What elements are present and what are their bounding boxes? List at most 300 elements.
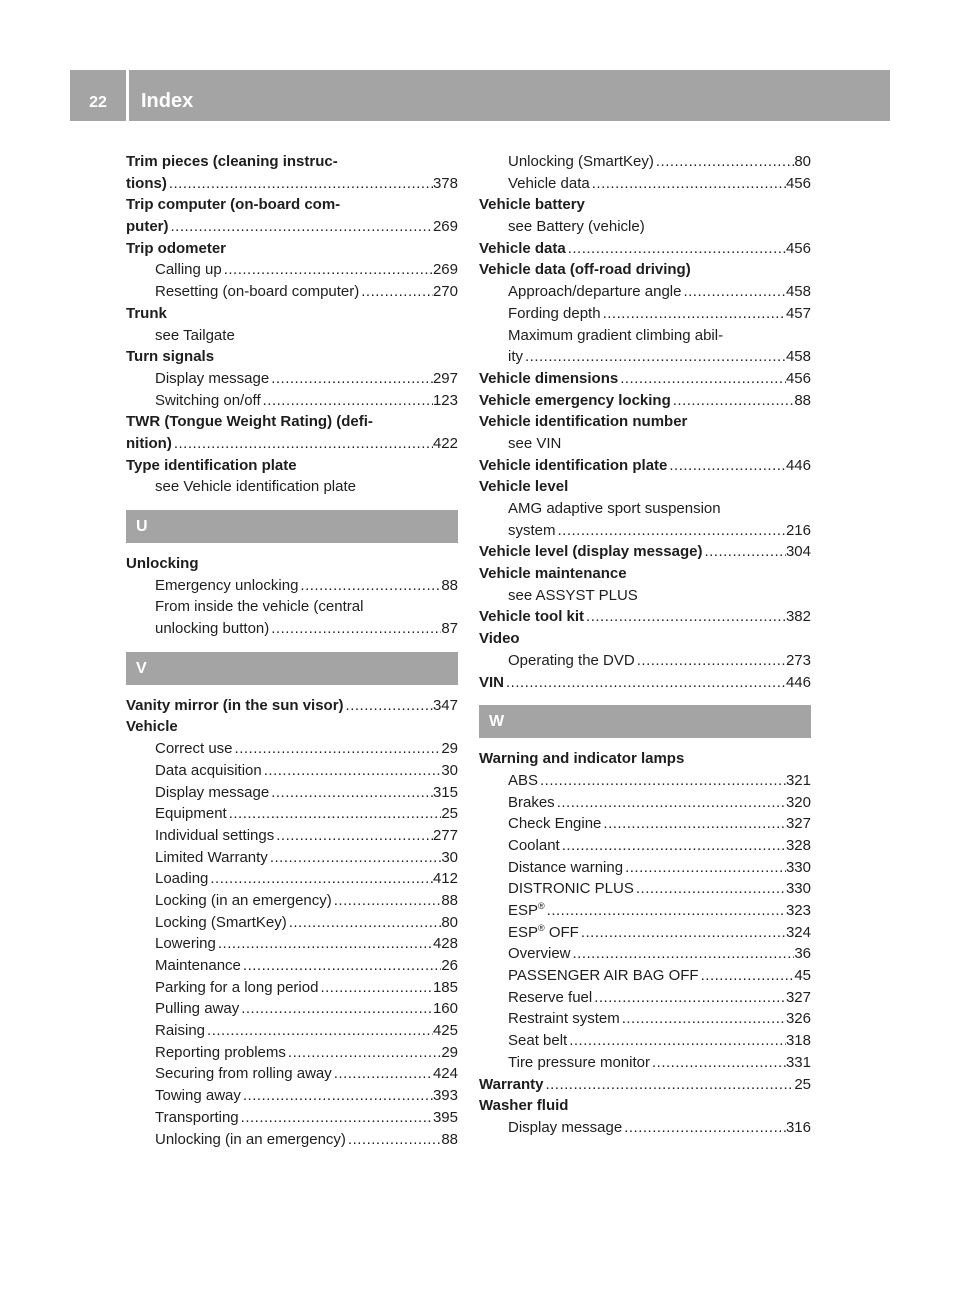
- index-subentry: [479, 792, 811, 814]
- index-subentry: [126, 890, 458, 912]
- page-reference: 216: [785, 521, 811, 539]
- index-entry: [479, 563, 811, 585]
- registered-mark: ®: [538, 922, 545, 933]
- dot-leader: [560, 835, 786, 857]
- entry-label: Trip odometer: [126, 239, 227, 257]
- index-entry: [126, 151, 458, 173]
- page-reference: 347: [432, 696, 458, 714]
- dot-leader: [169, 216, 433, 238]
- entry-label: Approach/departure angle: [508, 283, 682, 301]
- entry-label: Video: [479, 630, 520, 648]
- page-reference: 395: [432, 1108, 458, 1126]
- letter-heading-u: U: [126, 510, 458, 543]
- page-reference: 297: [432, 369, 458, 387]
- page-reference: 458: [785, 283, 811, 301]
- dot-leader: [671, 390, 795, 412]
- index-subentry: [479, 325, 811, 347]
- entry-label: VIN: [479, 673, 505, 691]
- entry-label: Vehicle: [126, 718, 178, 736]
- index-subentry: [126, 281, 458, 303]
- dot-leader: [241, 955, 441, 977]
- page-reference: 277: [432, 826, 458, 844]
- page-reference: 378: [432, 174, 458, 192]
- index-subentry: [479, 943, 811, 965]
- entry-label: Limited Warranty: [155, 848, 268, 866]
- entry-label: PASSENGER AIR BAG OFF: [508, 967, 699, 985]
- index-subentry: [479, 987, 811, 1009]
- page-reference: 269: [432, 261, 458, 279]
- index-column-left: [126, 151, 458, 1150]
- entry-label: Data acquisition: [155, 761, 262, 779]
- page-reference: 382: [785, 608, 811, 626]
- index-subentry: [479, 922, 811, 944]
- entry-label: unlocking button): [155, 620, 270, 638]
- entry-label: Towing away: [155, 1087, 241, 1105]
- index-subentry: [126, 847, 458, 869]
- page-reference: 446: [785, 456, 811, 474]
- dot-leader: [269, 782, 433, 804]
- page-reference: 25: [441, 805, 458, 823]
- page-reference: 304: [785, 543, 811, 561]
- index-subentry: [479, 520, 811, 542]
- index-subentry: [126, 1085, 458, 1107]
- index-entry: [126, 553, 458, 575]
- dot-leader: [332, 1063, 433, 1085]
- page-reference: 30: [441, 848, 458, 866]
- index-entry: [479, 748, 811, 770]
- page-reference: 316: [785, 1118, 811, 1136]
- entry-label: Coolant: [508, 836, 560, 854]
- entry-label: see Tailgate: [155, 326, 235, 344]
- page-reference: 424: [432, 1065, 458, 1083]
- entry-label: ity: [508, 348, 523, 366]
- entry-label: Maximum gradient climbing abil-: [508, 326, 724, 344]
- index-subentry: [126, 738, 458, 760]
- dot-leader: [298, 575, 441, 597]
- entry-label: Vehicle identification plate: [479, 456, 668, 474]
- page-number: 22: [89, 94, 107, 111]
- header-divider: [126, 70, 129, 121]
- entry-label: see Battery (vehicle): [508, 218, 645, 236]
- index-subentry: [479, 650, 811, 672]
- index-subentry: [479, 303, 811, 325]
- dot-leader: [222, 259, 433, 281]
- letter-heading-v: V: [126, 652, 458, 685]
- entry-label: nition): [126, 434, 172, 452]
- entry-label: Pulling away: [155, 1000, 240, 1018]
- index-entry: [479, 390, 811, 412]
- index-subentry: [479, 281, 811, 303]
- entry-label: see VIN: [508, 434, 562, 452]
- dot-leader: [269, 618, 441, 640]
- page-reference: 45: [794, 967, 811, 985]
- entry-label: Warning and indicator lamps: [479, 750, 685, 768]
- entry-label: Vehicle level: [479, 478, 569, 496]
- entry-label: Individual settings: [155, 826, 275, 844]
- index-subentry: [479, 173, 811, 195]
- dot-leader: [635, 650, 786, 672]
- entry-label: Check Engine: [508, 815, 602, 833]
- index-entry: [126, 411, 458, 433]
- dot-leader: [332, 890, 442, 912]
- entry-label: Resetting (on-board computer): [155, 283, 360, 301]
- entry-label: Vehicle emergency locking: [479, 391, 671, 409]
- index-entry: [479, 541, 811, 563]
- entry-label: Vehicle level (display message): [479, 543, 703, 561]
- index-group: [126, 553, 458, 640]
- index-subentry: [479, 1052, 811, 1074]
- index-entry: [126, 455, 458, 477]
- index-subentry: [479, 433, 811, 455]
- index-entry: [126, 346, 458, 368]
- page-reference: 36: [794, 945, 811, 963]
- dot-leader: [274, 825, 433, 847]
- index-entry: [479, 672, 811, 694]
- entry-label: Vehicle battery: [479, 196, 585, 214]
- entry-label: Securing from rolling away: [155, 1065, 332, 1083]
- index-entry: [126, 695, 458, 717]
- dot-leader: [241, 1085, 433, 1107]
- entry-label: Parking for a long period: [155, 978, 319, 996]
- dot-leader: [667, 455, 786, 477]
- dot-leader: [571, 943, 795, 965]
- dot-leader: [592, 987, 786, 1009]
- dot-leader: [208, 868, 433, 890]
- index-subentry: [126, 760, 458, 782]
- page-reference: 320: [785, 793, 811, 811]
- dot-leader: [650, 1052, 786, 1074]
- index-group: [479, 748, 811, 1138]
- page-reference: 88: [441, 576, 458, 594]
- index-subentry: [126, 596, 458, 618]
- index-entry: [126, 238, 458, 260]
- page-reference: 425: [432, 1022, 458, 1040]
- index-entry: [479, 1095, 811, 1117]
- entry-label: see ASSYST PLUS: [508, 586, 638, 604]
- page-reference: 456: [785, 369, 811, 387]
- index-entry: [126, 173, 458, 195]
- entry-label: Operating the DVD: [508, 651, 635, 669]
- page-reference: 328: [785, 836, 811, 854]
- page-reference: 88: [441, 1130, 458, 1148]
- entry-label: Raising: [155, 1022, 206, 1040]
- index-group: [479, 151, 811, 693]
- entry-label: Warranty: [479, 1075, 544, 1093]
- dot-leader: [543, 1074, 794, 1096]
- entry-label: From inside the vehicle (central: [155, 598, 364, 616]
- dot-leader: [227, 803, 442, 825]
- page-reference: 30: [441, 761, 458, 779]
- dot-leader: [344, 695, 433, 717]
- index-subentry: [479, 1030, 811, 1052]
- entry-label: Equipment: [155, 805, 227, 823]
- index-subentry: [126, 368, 458, 390]
- index-subentry: [479, 498, 811, 520]
- page-reference: 457: [785, 304, 811, 322]
- page-reference: 80: [441, 913, 458, 931]
- index-group: [126, 695, 458, 1150]
- page-reference: 185: [432, 978, 458, 996]
- index-subentry: [126, 390, 458, 412]
- entry-label: Tire pressure monitor: [508, 1053, 650, 1071]
- entry-label: Display message: [155, 369, 270, 387]
- dot-leader: [504, 672, 786, 694]
- page-reference: 29: [441, 740, 458, 758]
- entry-label: Display message: [508, 1118, 623, 1136]
- index-group: [126, 151, 458, 498]
- entry-label: TWR (Tongue Weight Rating) (defi-: [126, 413, 373, 431]
- dot-leader: [556, 520, 786, 542]
- index-subentry: [126, 782, 458, 804]
- page-reference: 270: [432, 283, 458, 301]
- index-subentry: [126, 476, 458, 498]
- dot-leader: [262, 760, 442, 782]
- index-entry: [479, 476, 811, 498]
- dot-leader: [555, 792, 786, 814]
- index-subentry: [479, 216, 811, 238]
- entry-label: ABS: [508, 771, 539, 789]
- entry-label: Unlocking (in an emergency): [155, 1130, 346, 1148]
- index-entry: [479, 194, 811, 216]
- dot-leader: [538, 770, 786, 792]
- dot-leader: [269, 368, 433, 390]
- index-subentry: [126, 575, 458, 597]
- page-reference: 330: [785, 858, 811, 876]
- index-column-right: [479, 151, 811, 1139]
- entry-label: system: [508, 521, 556, 539]
- page-reference: 327: [785, 988, 811, 1006]
- entry-label: see Vehicle identification plate: [155, 478, 356, 496]
- entry-label: Unlocking (SmartKey): [508, 153, 654, 170]
- page-reference: 428: [432, 935, 458, 953]
- entry-label: Brakes: [508, 793, 555, 811]
- page-reference: 327: [785, 815, 811, 833]
- entry-label: Display message: [155, 783, 270, 801]
- entry-label: Reserve fuel: [508, 988, 593, 1006]
- index-subentry: [126, 977, 458, 999]
- entry-label: Vanity mirror (in the sun visor): [126, 696, 344, 714]
- dot-leader: [584, 606, 786, 628]
- dot-leader: [359, 281, 433, 303]
- page-reference: 87: [441, 620, 458, 638]
- entry-label: Lowering: [155, 935, 216, 953]
- index-entry: [479, 628, 811, 650]
- page-reference: 269: [432, 218, 458, 236]
- index-subentry: [126, 998, 458, 1020]
- dot-leader: [566, 238, 786, 260]
- entry-label: Maintenance: [155, 957, 241, 974]
- page-reference: 123: [432, 391, 458, 409]
- dot-leader: [601, 813, 786, 835]
- index-entry: [479, 259, 811, 281]
- entry-label: Type identification plate: [126, 456, 297, 474]
- dot-leader: [261, 390, 433, 412]
- index-subentry: [479, 878, 811, 900]
- entry-label: Emergency unlocking: [155, 576, 299, 594]
- page-reference: 26: [441, 957, 458, 974]
- dot-leader: [622, 1117, 786, 1139]
- index-subentry: [479, 813, 811, 835]
- index-subentry: [126, 325, 458, 347]
- index-subentry: [479, 585, 811, 607]
- index-subentry: [126, 868, 458, 890]
- index-entry: [479, 606, 811, 628]
- page-reference: 456: [785, 239, 811, 257]
- entry-label: Loading: [155, 870, 209, 888]
- page-reference: 321: [785, 771, 811, 789]
- dot-leader: [172, 433, 433, 455]
- entry-label: Calling up: [155, 261, 222, 279]
- page-reference: 25: [794, 1075, 811, 1093]
- page-reference: 458: [785, 348, 811, 366]
- dot-leader: [590, 173, 786, 195]
- index-subentry: [126, 1020, 458, 1042]
- index-subentry: [126, 618, 458, 640]
- dot-leader: [233, 738, 442, 760]
- dot-leader: [601, 303, 786, 325]
- letter-heading-w: W: [479, 705, 811, 738]
- dot-leader: [167, 173, 433, 195]
- entry-label: Fording depth: [508, 304, 601, 322]
- dot-leader: [318, 977, 433, 999]
- dot-leader: [623, 857, 786, 879]
- page-reference: 446: [785, 673, 811, 691]
- entry-label: puter): [126, 218, 169, 236]
- index-subentry: [479, 151, 811, 173]
- index-subentry: [126, 803, 458, 825]
- dot-leader: [618, 368, 786, 390]
- dot-leader: [567, 1030, 786, 1052]
- index-subentry: [126, 1063, 458, 1085]
- index-entry: [479, 455, 811, 477]
- index-subentry: [479, 900, 811, 922]
- entry-label: Distance warning: [508, 858, 624, 876]
- entry-label: Locking (SmartKey): [155, 913, 287, 931]
- section-title: Index: [141, 90, 194, 112]
- dot-leader: [620, 1008, 786, 1030]
- index-subentry: [126, 955, 458, 977]
- entry-label: Vehicle tool kit: [479, 608, 585, 626]
- dot-leader: [239, 998, 433, 1020]
- entry-label: Vehicle data: [479, 239, 566, 257]
- page-reference: 330: [785, 880, 811, 898]
- dot-leader: [287, 912, 442, 934]
- dot-leader: [579, 922, 786, 944]
- page-reference: 273: [785, 651, 811, 669]
- entry-label: Trunk: [126, 304, 167, 322]
- dot-leader: [699, 965, 795, 987]
- entry-label: Vehicle data (off-road driving): [479, 261, 691, 279]
- registered-mark: ®: [538, 901, 545, 911]
- entry-label: Trim pieces (cleaning instruc-: [126, 153, 338, 170]
- entry-label: Reporting problems: [155, 1043, 286, 1061]
- index-entry: [479, 411, 811, 433]
- entry-label: Seat belt: [508, 1032, 568, 1050]
- dot-leader: [346, 1129, 441, 1151]
- page-reference: 456: [785, 174, 811, 192]
- page-reference: 323: [785, 902, 811, 919]
- entry-label: Vehicle data: [508, 174, 590, 192]
- index-subentry: [479, 857, 811, 879]
- page-reference: 422: [432, 434, 458, 452]
- dot-leader: [545, 900, 786, 922]
- page-reference: 318: [785, 1032, 811, 1050]
- index-entry: [126, 433, 458, 455]
- dot-leader: [205, 1020, 433, 1042]
- dot-leader: [216, 933, 433, 955]
- index-entry: [479, 238, 811, 260]
- index-entry: [126, 216, 458, 238]
- page-reference: 88: [441, 891, 458, 909]
- index-entry: [479, 368, 811, 390]
- page-reference: 331: [785, 1053, 811, 1071]
- index-subentry: [479, 1117, 811, 1139]
- page-reference: 29: [441, 1043, 458, 1061]
- page-reference: 393: [432, 1087, 458, 1105]
- index-subentry: [126, 1129, 458, 1151]
- dot-leader: [523, 346, 786, 368]
- entry-label: Washer fluid: [479, 1097, 569, 1115]
- dot-leader: [286, 1042, 441, 1064]
- index-subentry: [479, 965, 811, 987]
- index-subentry: [126, 259, 458, 281]
- page-reference: 412: [432, 870, 458, 888]
- entry-label: ESP®: [508, 901, 545, 919]
- index-subentry: [479, 346, 811, 368]
- page-reference: 326: [785, 1010, 811, 1028]
- index-subentry: [126, 912, 458, 934]
- page-reference: 315: [432, 783, 458, 801]
- entry-label: Vehicle maintenance: [479, 565, 627, 583]
- entry-label: Switching on/off: [155, 391, 261, 409]
- entry-label: Trip computer (on-board com-: [126, 196, 341, 214]
- index-subentry: [479, 1008, 811, 1030]
- index-subentry: [126, 933, 458, 955]
- index-subentry: [126, 825, 458, 847]
- entry-label: Transporting: [155, 1108, 239, 1126]
- entry-label: ESP® OFF: [508, 922, 579, 941]
- index-entry: [126, 303, 458, 325]
- page-reference: 88: [794, 391, 811, 409]
- entry-label: AMG adaptive sport suspension: [508, 500, 721, 517]
- entry-label: Vehicle dimensions: [479, 369, 619, 387]
- dot-leader: [239, 1107, 433, 1129]
- index-subentry: [126, 1042, 458, 1064]
- page-reference: 80: [794, 153, 811, 170]
- dot-leader: [702, 541, 786, 563]
- entry-label: Correct use: [155, 740, 233, 758]
- index-entry: [479, 1074, 811, 1096]
- dot-leader: [681, 281, 786, 303]
- index-subentry: [479, 770, 811, 792]
- entry-label: Locking (in an emergency): [155, 891, 332, 909]
- entry-label: Turn signals: [126, 348, 215, 366]
- entry-label: Vehicle identification number: [479, 413, 688, 431]
- index-subentry: [479, 835, 811, 857]
- entry-label: DISTRONIC PLUS: [508, 880, 634, 898]
- dot-leader: [268, 847, 442, 869]
- page-reference: 160: [432, 1000, 458, 1018]
- entry-label: tions): [126, 174, 167, 192]
- dot-leader: [634, 878, 786, 900]
- entry-label: Restraint system: [508, 1010, 620, 1028]
- index-subentry: [126, 1107, 458, 1129]
- dot-leader: [654, 151, 794, 173]
- entry-label: Overview: [508, 945, 571, 963]
- index-entry: [126, 194, 458, 216]
- index-entry: [126, 716, 458, 738]
- page-reference: 324: [785, 923, 811, 941]
